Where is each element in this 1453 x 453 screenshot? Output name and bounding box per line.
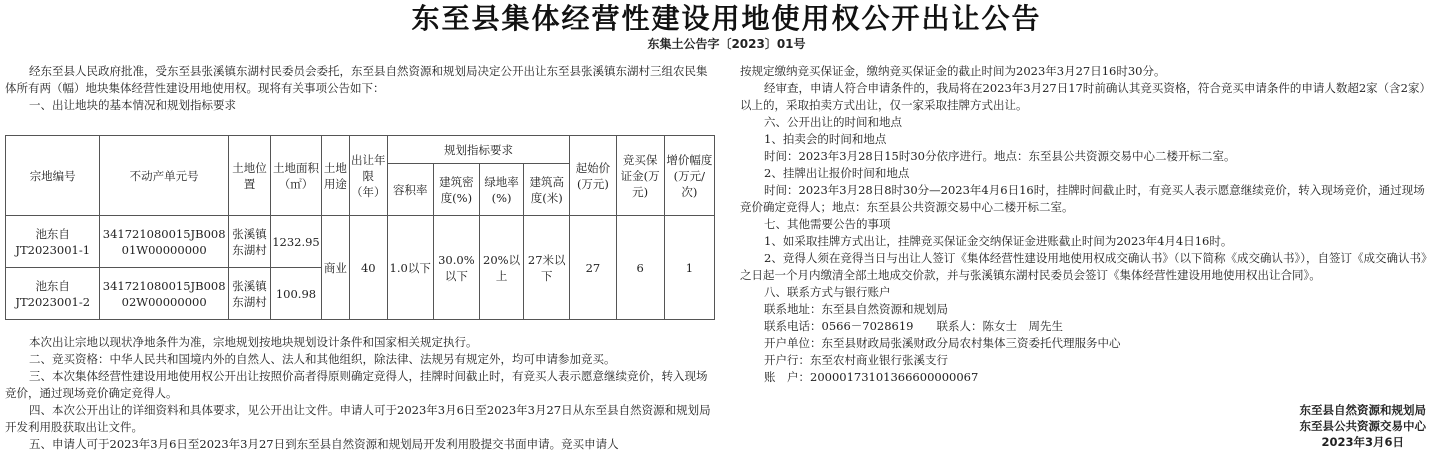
left-column (5, 63, 711, 114)
section-8-heading: 八、联系方式与银行账户 (764, 285, 891, 299)
area-cell: 100.98 (271, 268, 322, 320)
header-parcel-id: 宗地编号 (6, 136, 100, 216)
header-height: 建筑高度(米) (524, 164, 570, 216)
header-density: 建筑密度(%) (433, 164, 479, 216)
section-5-continued: 按规定缴纳竞买保证金，缴纳竞买保证金的截止时间为2023年3月27日16时30分。 (740, 64, 1166, 78)
parcel-note: 本次出让宗地以现状净地条件为准，宗地规划按地块规划设计条件和国家相关规定执行。 (29, 335, 478, 349)
section-3: 三、本次集体经营性建设用地使用权公开出让按照价高者得原则确定竞得人，挂牌时间截止时，有竞买人表示愿意继续竞价，转入现场竞价，通过现场竞价确定竞得人。 (5, 369, 708, 400)
header-deposit: 竞买保证金(万元) (616, 136, 664, 216)
use-cell: 商业 (321, 216, 349, 320)
header-property-unit: 不动产单元号 (100, 136, 229, 216)
term-cell: 40 (349, 216, 387, 320)
header-area: 土地面积（㎡） (271, 136, 322, 216)
issuer-1: 东至县自然资源和规划局 (1299, 403, 1426, 417)
parcel-table (5, 135, 715, 320)
header-term: 出让年限（年） (349, 136, 387, 216)
contact-address: 联系地址：东至县自然资源和规划局 (764, 302, 948, 316)
right-column (740, 63, 1436, 386)
area-cell: 1232.95 (271, 216, 322, 268)
section-7-item-2: 2、竞得人须在竞得当日与出让人签订《集体经营性建设用地使用权成交确认书》（以下简称《成交确认书》），自签订《成交确认书》之日起一个月内缴清全部土地成交价款，并与张溪镇东湖村民委员会签订《集体经营性建设用地使用权出让合同》。 (740, 251, 1433, 282)
auction-heading: 1、拍卖会的时间和地点 (764, 132, 887, 146)
contact-phone: 联系电话：0566－7028619 联系人：陈女士 周先生 (764, 319, 1063, 333)
table-row (6, 216, 715, 268)
section-1-heading: 一、出让地块的基本情况和规划指标要求 (29, 98, 236, 112)
property-unit-cell: 341721080015JB00802W00000000 (100, 268, 229, 320)
location-cell: 张溪镇东湖村 (228, 268, 270, 320)
section-5: 五、申请人可于2023年3月6日至2023年3月27日到东至县自然资源和规划局开发利用股提交书面申请。竞买申请人 (29, 437, 619, 451)
bank-name: 开户行：东至农村商业银行张溪支行 (764, 353, 948, 367)
header-planning-requirements: 规划指标要求 (387, 136, 570, 164)
header-location: 土地位置 (228, 136, 270, 216)
deposit-cell: 6 (616, 216, 664, 320)
account-number: 账 户：20000173101366600000067 (764, 370, 979, 384)
auction-time-place: 时间：2023年3月28日15时30分依序进行。地点：东至县公共资源交易中心二楼开标二室。 (764, 149, 1236, 163)
header-far: 容积率 (387, 164, 433, 216)
listing-heading: 2、挂牌出让报价时间和地点 (764, 166, 910, 180)
parcel-id-cell: 池东自JT2023001-1 (6, 216, 100, 268)
issuer-2: 东至县公共资源交易中心 (1299, 419, 1426, 433)
start-price-cell: 27 (570, 216, 616, 320)
increment-cell: 1 (664, 216, 714, 320)
density-cell: 30.0%以下 (433, 216, 479, 320)
height-cell: 27米以下 (524, 216, 570, 320)
listing-time-place: 时间：2023年3月28日8时30分—2023年4月6日16时，挂牌时间截止时，有竞买人表示愿意继续竞价，转入现场竞价，通过现场竞价确定竞得人；地点：东至县公共资源交易中心二楼开标二室。 (740, 183, 1425, 214)
account-holder: 开户单位：东至县财政局张溪财政分局农村集体三资委托代理服务中心 (764, 336, 1121, 350)
section-4: 四、本次公开出让的详细资料和具体要求，见公开出让文件。申请人可于2023年3月6日至2023年3月27日从东至县自然资源和规划局开发利用股获取出让文件。 (5, 403, 711, 434)
notice-title: 东至县集体经营性建设用地使用权公开出让公告 (411, 2, 1042, 35)
left-column-lower (5, 334, 711, 453)
header-start-price: 起始价(万元) (570, 136, 616, 216)
header-increment: 增价幅度(万元/次) (664, 136, 714, 216)
parcel-id-cell: 池东自JT2023001-2 (6, 268, 100, 320)
far-cell: 1.0以下 (387, 216, 433, 320)
document-number: 东集土公告字〔2023〕01号 (647, 37, 806, 51)
signature-block (1300, 402, 1427, 450)
section-7-heading: 七、其他需要公告的事项 (764, 217, 891, 231)
section-7-item-1: 1、如采取挂牌方式出让，挂牌竞买保证金交纳保证金进账截止时间为2023年4月4日16时。 (764, 234, 1233, 248)
section-2: 二、竞买资格：中华人民共和国境内外的自然人、法人和其他组织，除法律、法规另有规定外，均可申请参加竞买。 (29, 352, 616, 366)
review-paragraph: 经审查，申请人符合申请条件的，我局将在2023年3月27日17时前确认其竞买资格，符合竞买申请条件的申请人数超2家（含2家）以上的，采取拍卖方式出让，仅一家采取挂牌方式出让。 (740, 81, 1431, 112)
intro-paragraph: 经东至县人民政府批准，受东至县张溪镇东湖村民委员会委托，东至县自然资源和规划局决定公开出让东至县张溪镇东湖村三组农民集体所有两（幅）地块集体经营性建设用地使用权。现将有关事项公告如下： (5, 64, 708, 95)
location-cell: 张溪镇东湖村 (228, 216, 270, 268)
header-green-ratio: 绿地率(%) (479, 164, 523, 216)
section-6-heading: 六、公开出让的时间和地点 (764, 115, 902, 129)
green-ratio-cell: 20%以上 (479, 216, 523, 320)
header-use: 土地用途 (321, 136, 349, 216)
property-unit-cell: 341721080015JB00801W00000000 (100, 216, 229, 268)
issue-date: 2023年3月6日 (1321, 435, 1404, 449)
